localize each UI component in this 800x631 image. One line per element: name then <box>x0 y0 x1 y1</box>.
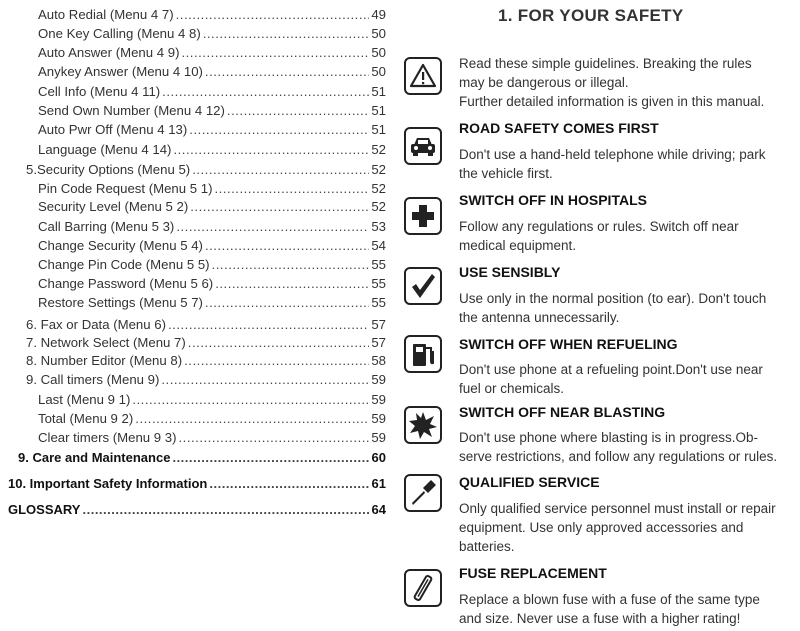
toc-entry <box>0 142 386 161</box>
toc-leader-dots <box>227 103 369 118</box>
toc-entry-title: Auto Redial (Menu 4 7) <box>38 7 174 22</box>
toc-entry-page: 58 <box>371 353 386 368</box>
toc-entry-title: Security Level (Menu 5 2) <box>38 199 189 214</box>
toc-entry-title: Call Barring (Menu 5 3) <box>38 219 175 234</box>
toc-entry-page: 49 <box>371 7 386 22</box>
toc-leader-dots <box>181 45 369 60</box>
toc-entry-page: 61 <box>371 476 386 491</box>
toc-entry-page: 60 <box>371 450 386 465</box>
toc-entry <box>0 162 386 181</box>
toc-leader-dots <box>205 295 369 310</box>
toc-entry-page: 50 <box>371 64 386 79</box>
toc-entry <box>0 45 386 64</box>
toc-entry-title: Clear timers (Menu 9 3) <box>38 430 177 445</box>
toc-leader-dots <box>188 335 370 350</box>
toc-entry-title: Last (Menu 9 1) <box>38 392 131 407</box>
text-line: equipment. Use only approved accessories and <box>459 520 744 535</box>
toc-entry-page: 55 <box>371 257 386 272</box>
qualified-service-heading: QUALIFIED SERVICE <box>459 474 600 490</box>
toc-entry-page: 50 <box>371 45 386 60</box>
text-line: Only qualified service personnel must install or repair <box>459 501 776 516</box>
toc-entry-title: Change Security (Menu 5 4) <box>38 238 203 253</box>
toc-leader-dots <box>190 199 369 214</box>
toc-entry-title: Auto Answer (Menu 4 9) <box>38 45 180 60</box>
use-sensibly-heading: USE SENSIBLY <box>459 264 561 280</box>
toc-leader-dots <box>192 162 369 177</box>
toc-entry-title: Pin Code Request (Menu 5 1) <box>38 181 213 196</box>
text-line: the antenna unnecessarily. <box>459 310 620 325</box>
toc-entry-page: 51 <box>371 122 386 137</box>
toc-entry <box>0 502 386 521</box>
blasting-text <box>459 428 794 466</box>
toc-entry-page: 57 <box>371 335 386 350</box>
toc-entry <box>0 199 386 218</box>
intro-text <box>459 54 794 111</box>
text-line: Use only in the normal position (to ear). Don't touch <box>459 291 767 306</box>
road-safety-heading: ROAD SAFETY COMES FIRST <box>459 120 659 136</box>
toc-entry <box>0 84 386 103</box>
toc-entry <box>0 219 386 238</box>
toc-entry <box>0 103 386 122</box>
section-title: 1. FOR YOUR SAFETY <box>498 6 684 25</box>
toc-entry <box>0 64 386 83</box>
toc-entry-title: 5.Security Options (Menu 5) <box>26 162 191 177</box>
refueling-text <box>459 360 794 398</box>
toc-entry-title: One Key Calling (Menu 4 8) <box>38 26 201 41</box>
toc-entry <box>0 392 386 411</box>
toc-entry-title: 7. Network Select (Menu 7) <box>26 335 186 350</box>
toc-entry <box>0 372 386 391</box>
toc-entry-page: 52 <box>371 181 386 196</box>
intro-line: may be dangerous or illegal. <box>459 75 629 90</box>
toc-leader-dots <box>168 317 369 332</box>
text-line: batteries. <box>459 539 515 554</box>
text-line: Don't use phone where blasting is in progress.Ob- <box>459 430 758 445</box>
toc-entry-page: 51 <box>371 84 386 99</box>
screwdriver-icon <box>404 474 442 512</box>
hospitals-text <box>459 217 794 255</box>
text-line: Don't use a hand-held telephone while driving; park <box>459 147 766 162</box>
toc-entry-page: 59 <box>371 411 386 426</box>
toc-entry-title: Restore Settings (Menu 5 7) <box>38 295 203 310</box>
toc-entry <box>0 181 386 200</box>
car-icon <box>404 127 442 165</box>
toc-entry-title: Change Password (Menu 5 6) <box>38 276 214 291</box>
toc-leader-dots <box>162 84 369 99</box>
toc-entry <box>0 353 386 372</box>
toc-entry-title: Send Own Number (Menu 4 12) <box>38 103 225 118</box>
toc-entry <box>0 238 386 257</box>
warning-triangle-icon <box>404 57 442 95</box>
toc-entry-page: 55 <box>371 295 386 310</box>
toc-entry-title: Total (Menu 9 2) <box>38 411 134 426</box>
toc-entry <box>0 450 386 469</box>
toc-entry-page: 59 <box>371 372 386 387</box>
fuel-pump-icon <box>404 335 442 373</box>
toc-entry <box>0 335 386 354</box>
toc-leader-dots <box>179 430 370 445</box>
toc-entry <box>0 411 386 430</box>
toc-leader-dots <box>209 476 369 491</box>
toc-entry <box>0 476 386 495</box>
toc-entry-page: 55 <box>371 276 386 291</box>
toc-leader-dots <box>132 392 369 407</box>
toc-leader-dots <box>82 502 369 517</box>
fuse-icon <box>404 569 442 607</box>
checkmark-icon <box>404 267 442 305</box>
text-line: serve restrictions, and follow any regulations or rules. <box>459 449 778 464</box>
toc-leader-dots <box>212 257 370 272</box>
toc-entry-title: Cell Info (Menu 4 11) <box>38 84 161 99</box>
safety-section <box>398 0 800 631</box>
toc-entry-title: Auto Pwr Off (Menu 4 13) <box>38 122 188 137</box>
toc-entry-page: 53 <box>371 219 386 234</box>
intro-line: Read these simple guidelines. Breaking the rules <box>459 56 752 71</box>
toc-entry-title: 10. Important Safety Information <box>8 476 208 491</box>
use-sensibly-text <box>459 289 794 327</box>
fuse-replacement-heading: FUSE REPLACEMENT <box>459 565 607 581</box>
qualified-service-text <box>459 499 794 556</box>
toc-leader-dots <box>214 181 369 196</box>
toc-leader-dots <box>189 122 369 137</box>
toc-entry-title: Change Pin Code (Menu 5 5) <box>38 257 210 272</box>
medical-cross-icon <box>404 197 442 235</box>
road-safety-text <box>459 145 794 183</box>
toc-entry-title: Language (Menu 4 14) <box>38 142 172 157</box>
toc-entry-title: 8. Number Editor (Menu 8) <box>26 353 183 368</box>
toc-entry-page: 52 <box>371 199 386 214</box>
text-line: Replace a blown fuse with a fuse of the same type <box>459 592 760 607</box>
toc-leader-dots <box>172 450 369 465</box>
text-line: and size. Never use a fuse with a higher rating! <box>459 611 741 626</box>
toc-entry-page: 59 <box>371 430 386 445</box>
toc-entry <box>0 122 386 141</box>
text-line: medical equipment. <box>459 238 577 253</box>
toc-entry-title: 6. Fax or Data (Menu 6) <box>26 317 166 332</box>
text-line: the vehicle first. <box>459 166 553 181</box>
toc-entry <box>0 430 386 449</box>
text-line: Don't use phone at a refueling point.Don't use near <box>459 362 763 377</box>
hospitals-heading: SWITCH OFF IN HOSPITALS <box>459 192 647 208</box>
toc-entry-page: 57 <box>371 317 386 332</box>
refueling-heading: SWITCH OFF WHEN REFUELING <box>459 336 678 352</box>
toc-entry-title: Anykey Answer (Menu 4 10) <box>38 64 203 79</box>
text-line: Follow any regulations or rules. Switch off near <box>459 219 739 234</box>
toc-entry <box>0 295 386 314</box>
toc-entry-page: 51 <box>371 103 386 118</box>
toc-entry-page: 54 <box>371 238 386 253</box>
toc-leader-dots <box>184 353 369 368</box>
toc-entry <box>0 26 386 45</box>
toc-leader-dots <box>176 219 369 234</box>
explosion-icon <box>404 406 442 444</box>
fuse-replacement-text <box>459 590 794 628</box>
toc-entry <box>0 276 386 295</box>
toc-leader-dots <box>215 276 369 291</box>
toc-leader-dots <box>176 7 370 22</box>
toc-leader-dots <box>173 142 369 157</box>
toc-entry <box>0 7 386 26</box>
toc-leader-dots <box>203 26 370 41</box>
intro-line: Further detailed information is given in this manual. <box>459 94 765 109</box>
toc-leader-dots <box>205 64 369 79</box>
toc-entry-title: 9. Call timers (Menu 9) <box>26 372 160 387</box>
toc-leader-dots <box>161 372 369 387</box>
toc-entry-title: 9. Care and Maintenance <box>18 450 171 465</box>
toc-entry-page: 50 <box>371 26 386 41</box>
toc-leader-dots <box>135 411 369 426</box>
blasting-heading: SWITCH OFF NEAR BLASTING <box>459 404 666 420</box>
toc-entry-page: 52 <box>371 162 386 177</box>
toc-entry-page: 64 <box>371 502 386 517</box>
toc-entry <box>0 257 386 276</box>
toc-entry-title: GLOSSARY <box>8 502 81 517</box>
toc-entry-page: 52 <box>371 142 386 157</box>
toc-leader-dots <box>205 238 369 253</box>
toc-entry-page: 59 <box>371 392 386 407</box>
text-line: fuel or chemicals. <box>459 381 565 396</box>
toc-entry <box>0 317 386 336</box>
